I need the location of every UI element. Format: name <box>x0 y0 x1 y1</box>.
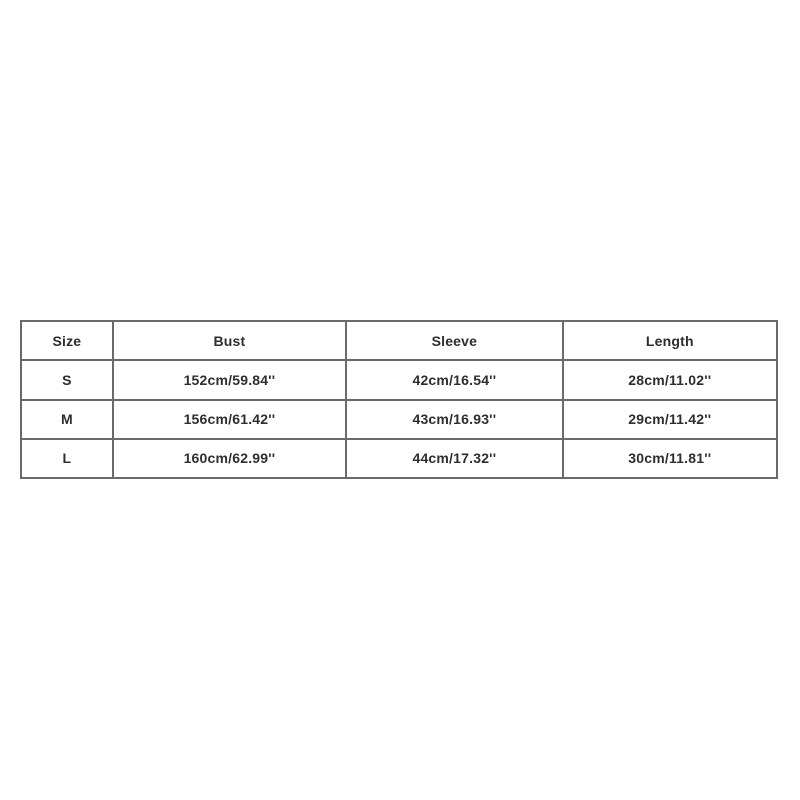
cell-bust-m: 156cm/61.42'' <box>113 400 346 439</box>
cell-sleeve-l: 44cm/17.32'' <box>346 439 562 478</box>
header-cell-length: Length <box>563 321 777 360</box>
size-chart-container <box>20 320 778 479</box>
cell-size-l: L <box>21 439 113 478</box>
cell-size-s: S <box>21 360 113 399</box>
cell-sleeve-s: 42cm/16.54'' <box>346 360 562 399</box>
table-row-l <box>21 439 777 478</box>
cell-length-l: 30cm/11.81'' <box>563 439 777 478</box>
table-row-m <box>21 400 777 439</box>
cell-bust-s: 152cm/59.84'' <box>113 360 346 399</box>
cell-size-m: M <box>21 400 113 439</box>
header-cell-sleeve: Sleeve <box>346 321 562 360</box>
header-cell-size: Size <box>21 321 113 360</box>
size-chart-table <box>20 320 778 479</box>
cell-length-m: 29cm/11.42'' <box>563 400 777 439</box>
table-header-row <box>21 321 777 360</box>
table-row-s <box>21 360 777 399</box>
cell-sleeve-m: 43cm/16.93'' <box>346 400 562 439</box>
cell-length-s: 28cm/11.02'' <box>563 360 777 399</box>
header-cell-bust: Bust <box>113 321 346 360</box>
cell-bust-l: 160cm/62.99'' <box>113 439 346 478</box>
